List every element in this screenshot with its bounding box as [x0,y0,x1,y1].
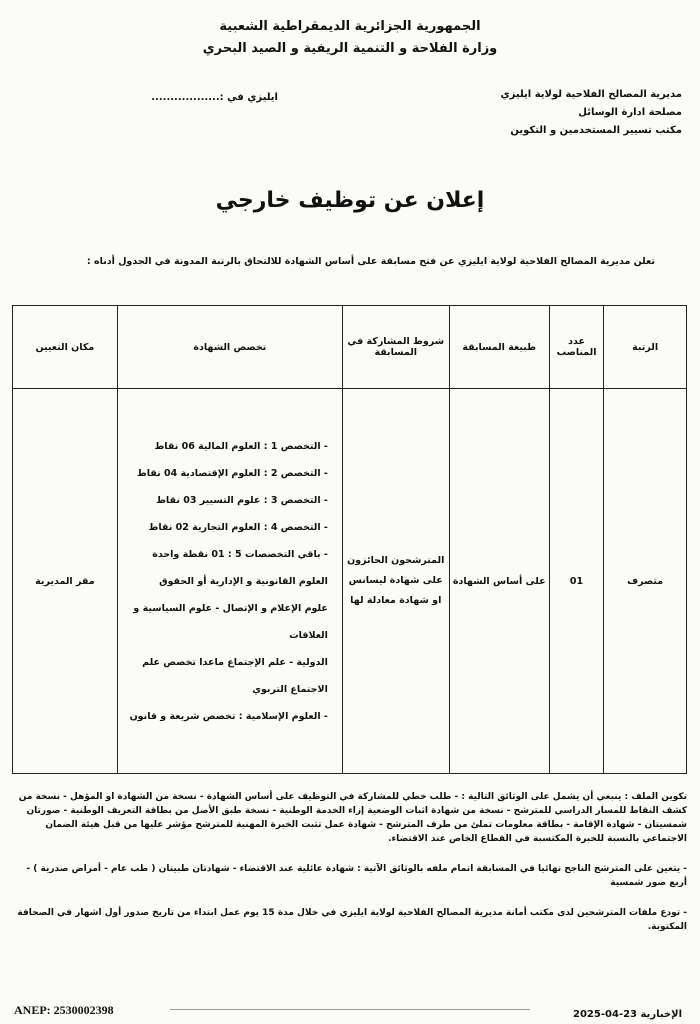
table-row [13,389,687,774]
header-location: مكان التعيين [13,306,118,389]
cell-type: على أساس الشهادة [449,389,549,774]
recruitment-table [12,305,687,774]
republic-name: الجمهورية الجزائرية الديمقراطية الشعبية [219,19,481,34]
header-conditions: شروط المشاركة في المسابقة [342,306,449,389]
specialty-line: علوم الإعلام و الإتصال - علوم السياسية و العلاقات [133,602,328,641]
notes-section [12,790,687,950]
cell-positions: 01 [549,389,603,774]
specialty-line: - التخصص 4 : العلوم التجارية 02 نقاط [148,521,328,533]
newspaper-date: الإخبارية 23-04-2025 [573,1009,682,1020]
specialty-line: - التخصص 3 : علوم التسيير 03 نقاط [156,494,328,506]
letterhead [170,16,530,60]
header-positions: عدد المناصب [549,306,603,389]
cell-location: مقر المديرية [13,389,118,774]
header-rank: الرتبة [604,306,687,389]
cell-rank: متصرف [604,389,687,774]
cell-specialty [117,389,342,774]
ministry-name: وزارة الفلاحة و التنمية الريفية و الصيد البحري [202,41,498,56]
specialty-line: العلوم القانونية و الإدارية أو الحقوق [159,575,328,587]
office-name: مكتب تسيير المستخدمين و التكوين [510,125,682,136]
anep-reference: ANEP: 2530002398 [14,1003,114,1017]
note-paragraph: - تودع ملفات المترشحين لدى مكتب أمانة مديرية المصالح الفلاحية لولاية ايليزي في خلال مدة 15 يوم عمل ابتداء من تاريخ صدور أول اشهار في الصحافة المكتوبة. [17,908,687,932]
cell-conditions: المترشحون الحائزون على شهادة ليسانس او شهادة معادلة لها [342,389,449,774]
specialty-line: - التخصص 1 : العلوم المالية 06 نقاط [154,440,328,452]
header-type: طبيعة المسابقة [449,306,549,389]
service-name: مصلحة ادارة الوسائل [578,107,682,118]
note-paragraph: - يتعين على المترشح الناجح نهائيا في المسابقة اتمام ملفه بالوثائق الآتية : شهادة عائلية عند الاقتضاء - شهادتان طبيتان ( طب عام - أمراض صدرية ) - أربع صور شمسية [26,864,687,888]
footer-divider [170,1009,530,1010]
place-date: ايليزي في :.................. [151,92,278,103]
table-header-row [13,306,687,389]
issuer-block [442,86,682,140]
page-title: إعلان عن توظيف خارجي [215,188,485,213]
specialty-line: الدولية - علم الإجتماع ماعدا تخصص علم الاجتماع التربوي [142,656,328,695]
specialty-line: - التخصص 2 : العلوم الإقتصادية 04 نقاط [136,467,328,479]
directorate-name: مديرية المصالح الفلاحية لولاية ايليزي [500,89,682,100]
specialty-line: - العلوم الإسلامية : تخصص شريعة و قانون [129,710,328,722]
specialty-line: - باقي التخصصات 5 : 01 نقطة واحدة [152,548,328,560]
note-paragraph: تكوين الملف : ينبغي أن يشمل على الوثائق التالية : - طلب خطي للمشاركة في التوظيف على أساس الشهادة - نسخة من الشهادة او المؤهل - نسخة من كشف النقاط للمسار الدراسي للمترشح - نسخة من شهادة اثبات الوضعية إزاء الخدمة الوطنية - نسخة طبق الأصل من بطاقة التعريف الوطنية - صورتان شمسيتان - شهادة الإقامة - بطاقة معلومات تملئ من طرف المترشح - شهادة عمل تثبت الخبرة المهنية للمترشح مؤشر عليها من قبل هيئة الضمان الاجتماعي بالنسبة للخبرة المكتسبة في القطاع الخاص عند الاقتضاء. [18,792,687,844]
intro-text: تعلن مديرية المصالح الفلاحية لولاية ايليزي عن فتح مسابقة على أساس الشهادة للالتحاق بالرتبة المدونة في الجدول أدناه : [86,256,655,267]
header-specialty: تخصص الشهادة [117,306,342,389]
